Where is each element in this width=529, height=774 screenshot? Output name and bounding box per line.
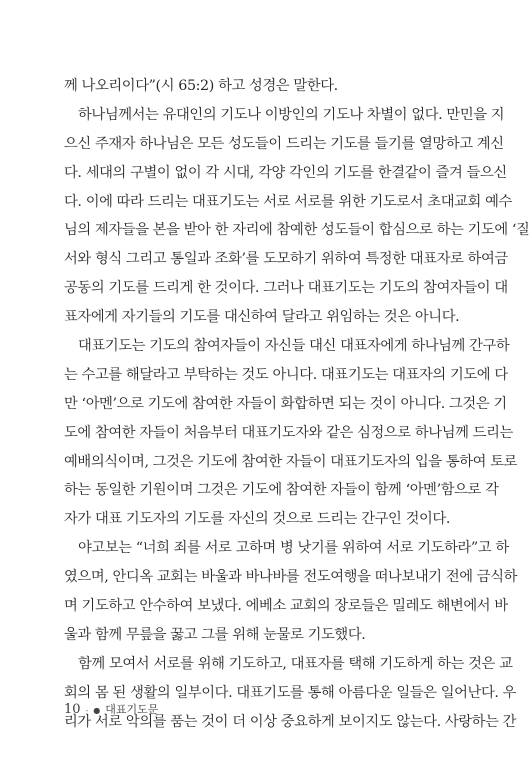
text-line: 만 ‘아멘’으로 기도에 참여한 자들이 화합하면 되는 것이 아니다. 그것은 기 bbox=[64, 395, 507, 412]
text-line: 으신 주재자 하나님은 모든 성도들이 드리는 기도를 들기를 열망하고 계신 bbox=[64, 135, 504, 152]
footer-separator: - bbox=[85, 706, 89, 715]
bullet-icon: ● bbox=[93, 706, 101, 715]
text-line: 며 기도하고 안수하여 보냈다. 에베소 교회의 장로들은 밀레도 해변에서 바 bbox=[64, 598, 508, 615]
text-line: 였으며, 안디옥 교회는 바울과 바나바를 전도여행을 떠나보내기 전에 금식하 bbox=[64, 569, 518, 586]
text-line: 함께 모여서 서로를 위해 기도하고, 대표자를 택해 기도하게 하는 것은 교 bbox=[78, 655, 513, 672]
text-line: 하는 동일한 기원이며 그것은 기도에 참여한 자들이 함께 ‘아멘’함으로 각 bbox=[64, 482, 499, 499]
text-line: 는 수고를 해달라고 부탁하는 것도 아니다. 대표기도는 대표자의 기도에 다 bbox=[64, 366, 508, 383]
text-line: 자가 대표 기도자의 기도를 자신의 것으로 드리는 간구인 것이다. bbox=[64, 511, 450, 528]
text-line: 공동의 기도를 드리게 한 것이다. 그러나 대표기도는 기도의 참여자들이 대 bbox=[64, 280, 508, 297]
text-line: 다. 세대의 구별이 없이 각 시대, 각양 각인의 기도를 한결같이 즐겨 들으신 bbox=[64, 164, 507, 181]
text-line: 하나님께서는 유대인의 기도나 이방인의 기도나 차별이 없다. 만민을 지 bbox=[78, 106, 505, 123]
text-line: 대표기도는 기도의 참여자들이 자신들 대신 대표자에게 하나님께 간구하 bbox=[78, 338, 510, 355]
text-line: 도에 참여한 자들이 처음부터 대표기도자와 같은 심정으로 하나님께 드리는 bbox=[64, 424, 513, 441]
text-line: 울과 함께 무릎을 꿇고 그를 위해 눈물로 기도했다. bbox=[64, 626, 366, 643]
page-footer bbox=[64, 701, 158, 717]
text-line: 서와 형식 그리고 통일과 조화’를 도모하기 위하여 특정한 대표자로 하여금 bbox=[64, 251, 508, 268]
page-number: 10 bbox=[64, 702, 81, 717]
text-line: 리가 서로 악의를 품는 것이 더 이상 중요하게 보이지도 않는다. 사랑하는 간 bbox=[64, 713, 517, 730]
text-line: 표자에게 자기들의 기도를 대신하여 달라고 위임하는 것은 아니다. bbox=[64, 309, 460, 326]
text-line: 회의 몸 된 생활의 일부이다. 대표기도를 통해 아름다운 일들은 일어난다. 우 bbox=[64, 684, 517, 701]
running-title: 대표기도문 bbox=[105, 703, 159, 716]
text-line: 예배의식이며, 그것은 기도에 참여한 자들이 대표기도자의 입을 통하여 토로 bbox=[64, 453, 518, 470]
body-text bbox=[64, 72, 529, 736]
text-line: 다. 이에 따라 드리는 대표기도는 서로 서로를 위한 기도로서 초대교회 예수 bbox=[64, 193, 512, 210]
text-line: 께 나오리이다”(시 65:2) 하고 성경은 말한다. bbox=[64, 78, 338, 94]
text-line: 야고보는 “너희 죄를 서로 고하며 병 낫기를 위하여 서로 기도하라”고 하 bbox=[78, 540, 509, 557]
text-line: 님의 제자들을 본을 받아 한 자리에 참예한 성도들이 합심으로 하는 기도에 ‘질 bbox=[64, 222, 529, 239]
